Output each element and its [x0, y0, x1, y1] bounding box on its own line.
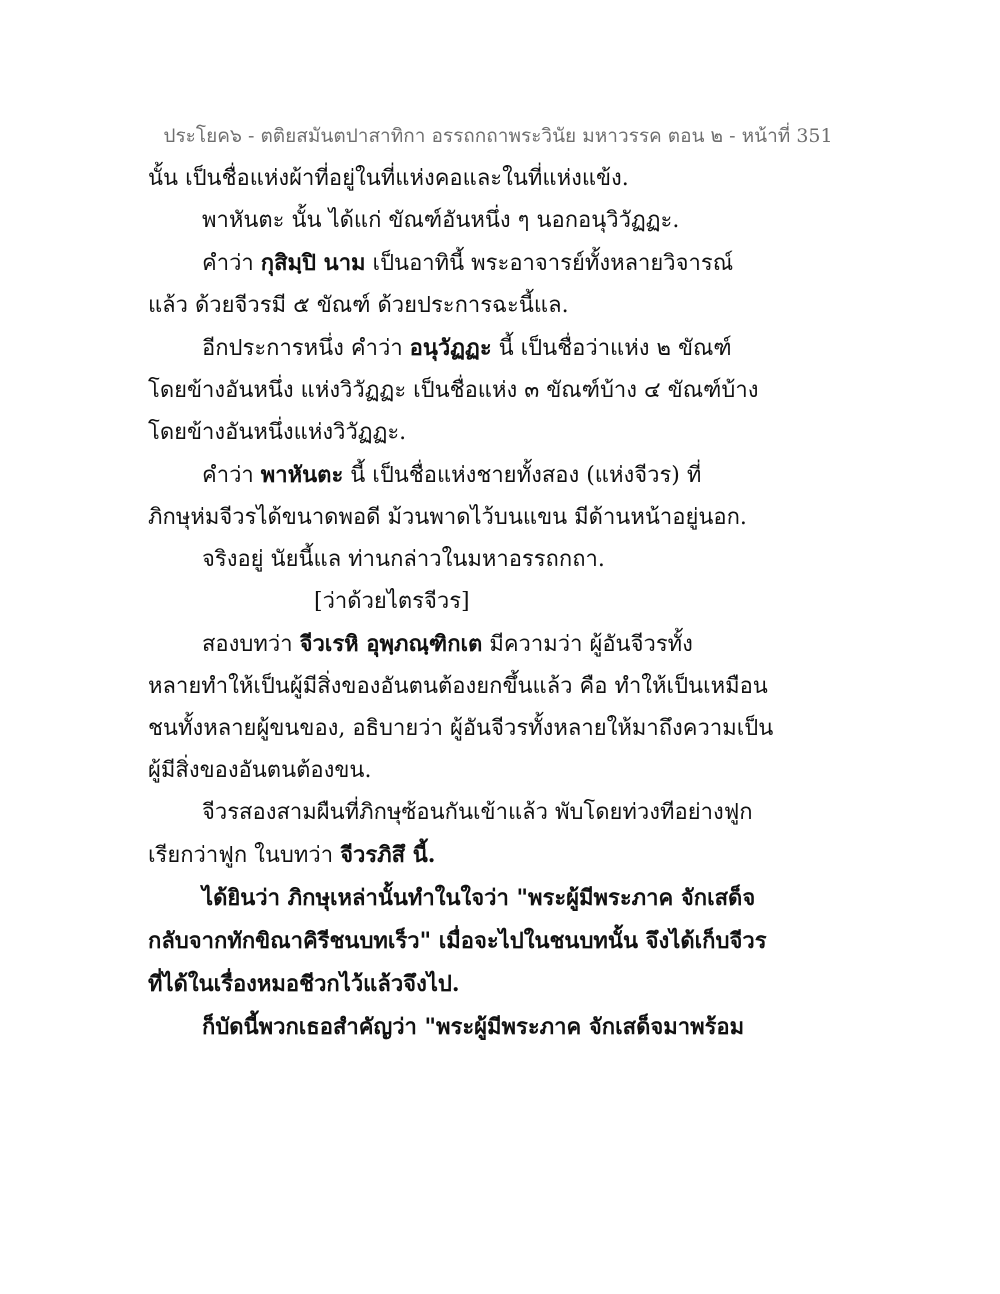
text-span-bold: ได้ยินว่า ภิกษุเหล่านั้นทำในใจว่า "พระผู้มีพระภาค จักเสด็จ: [202, 885, 756, 911]
text-line: ชนทั้งหลายผู้ขนของ, อธิบายว่า ผู้อันจีวรทั้งหลายให้มาถึงความเป็น: [148, 716, 774, 741]
term-bold: กุสิมฺปิ นาม: [260, 250, 366, 276]
text-line: แล้ว ด้วยจีวรมี ๕ ขัณฑ์ ด้วยประการฉะนี้แล.: [148, 293, 569, 318]
text-line: นั้น เป็นชื่อแห่งผ้าที่อยู่ในที่แห่งคอและในที่แห่งแข้ง.: [148, 166, 629, 191]
text-line: [148, 623, 848, 666]
text-line: [148, 834, 848, 877]
text-line: จริงอยู่ นัยนี้แล ท่านกล่าวในมหาอรรถกถา.: [202, 547, 605, 572]
text-line: [148, 327, 848, 370]
text-line: ภิกษุห่มจีวรได้ขนาดพอดี ม้วนพาดไว้บนแขน มีด้านหน้าอยู่นอก.: [148, 505, 747, 530]
text-line: โดยข้างอันหนึ่ง แห่งวิวัฏฏะ เป็นชื่อแห่ง ๓ ขัณฑ์บ้าง ๔ ขัณฑ์บ้าง: [148, 378, 759, 403]
text-line-bold: [148, 1006, 848, 1049]
page-header: ประโยค๖ - ตติยสมันตปาสาทิกา อรรถกถาพระวินัย มหาวรรค ตอน ๒ - หน้าที่ 351: [163, 125, 833, 147]
text-line: พาหันตะ นั้น ได้แก่ ขัณฑ์อันหนึ่ง ๆ นอกอนุวิวัฏฏะ.: [202, 208, 680, 233]
term-bold: จีวรภิสึ นี้.: [340, 842, 436, 868]
text-span: คำว่า: [202, 251, 261, 276]
text-line: ผู้มีสิ่งของอันตนต้องขน.: [148, 758, 372, 783]
term-bold: อนุวัฏฏะ: [409, 335, 492, 361]
text-span-bold: ก็บัดนี้พวกเธอสำคัญว่า "พระผู้มีพระภาค จักเสด็จมาพร้อม: [202, 1014, 745, 1040]
text-span: เรียกว่าฟูก ในบทว่า: [148, 843, 341, 868]
text-line: โดยข้างอันหนึ่งแห่งวิวัฏฏะ.: [148, 420, 407, 445]
text-span: สองบทว่า: [202, 632, 300, 657]
text-line: [148, 454, 848, 497]
text-line: [148, 242, 848, 285]
text-span: คำว่า: [202, 463, 261, 488]
text-line: จีวรสองสามผืนที่ภิกษุซ้อนกันเข้าแล้ว พับโดยท่วงทีอย่างฟูก: [202, 800, 753, 825]
section-heading: [ว่าด้วยไตรจีวร]: [314, 589, 470, 614]
text-line-bold: [148, 963, 848, 1006]
text-span: มีความว่า ผู้อันจีวรทั้ง: [482, 632, 693, 657]
page-body: [148, 158, 848, 1049]
text-span-bold: กลับจากทักขิณาคิรีชนบทเร็ว" เมื่อจะไปในชนบทนั้น จึงได้เก็บจีวร: [148, 928, 767, 954]
text-line-bold: [148, 877, 848, 920]
term-bold: จีวเรหิ อุพฺภณฺฑิกเต: [299, 631, 483, 657]
text-span: นี้ เป็นชื่อแห่งชายทั้งสอง (แห่งจีวร) ที่: [343, 463, 702, 488]
term-bold: พาหันตะ: [260, 462, 344, 488]
text-span: อีกประการหนึ่ง คำว่า: [202, 336, 410, 361]
text-span: นี้ เป็นชื่อว่าแห่ง ๒ ขัณฑ์: [491, 336, 732, 361]
text-line: หลายทำให้เป็นผู้มีสิ่งของอันตนต้องยกขึ้นแล้ว คือ ทำให้เป็นเหมือน: [148, 674, 768, 699]
text-span-bold: ที่ได้ในเรื่องหมอชีวกไว้แล้วจึงไป.: [148, 971, 460, 997]
text-line-bold: [148, 920, 848, 963]
text-span: เป็นอาทินี้ พระอาจารย์ทั้งหลายวิจารณ์: [365, 251, 734, 276]
